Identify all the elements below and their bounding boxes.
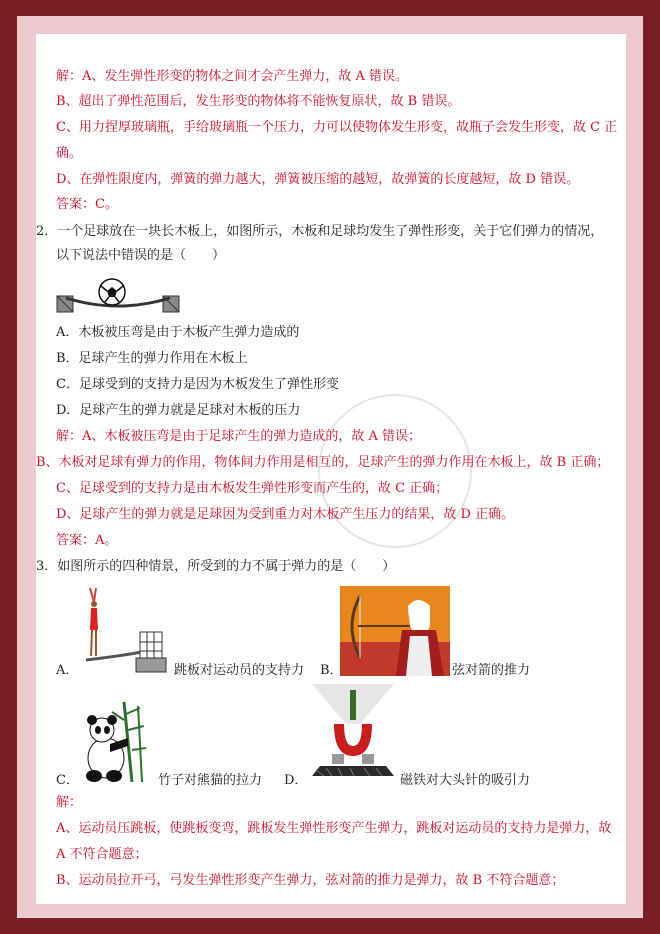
q3-option-c-letter: C．	[56, 773, 79, 788]
q2-stem: 2．一个足球放在一块长木板上，如图所示，木板和足球均发生了弹性形变，关于它们弹力的情况，	[36, 224, 604, 239]
q1-explanation-c-cont: 确。	[56, 146, 83, 161]
q3-option-a-caption: 跳板对运动员的支持力	[174, 663, 305, 678]
q2-explanation-c: C、足球受到的支持力是由木板发生弹性形变而产生的，故 C 正确；	[56, 481, 449, 496]
q3-stem: 3．如图所示的四种情景，所受到的力不属于弹力的是（ ）	[36, 559, 396, 574]
q3-option-c-caption: 竹子对熊猫的拉力	[158, 773, 263, 788]
q2-option-d: D．足球产生的弹力就是足球对木板的压力	[56, 403, 301, 418]
q2-answer: 答案：A。	[56, 533, 118, 548]
q2-stem-cont: 以下说法中错误的是（ ）	[56, 248, 226, 263]
q3-explanation-a: A、运动员压跳板，使跳板变弯，跳板发生弹性形变产生弹力，跳板对运动员的支持力是弹力，故	[56, 821, 612, 836]
springboard-diver-figure	[80, 586, 170, 674]
q3-option-a-letter: A．	[56, 663, 79, 678]
q2-option-b: B．足球产生的弹力作用在木板上	[56, 351, 248, 366]
archer-figure	[340, 586, 450, 676]
q2-option-a: A．木板被压弯是由于木板产生弹力造成的	[56, 325, 300, 340]
q1-answer: 答案：C。	[56, 197, 118, 212]
q3-option-b-letter: B．	[320, 663, 343, 678]
q3-option-b-caption: 弦对箭的推力	[452, 663, 531, 678]
q3-explanation-b: B、运动员拉开弓，弓发生弹性形变产生弹力，弦对箭的推力是弹力，故 B 不符合题意；	[56, 873, 565, 888]
q1-explanation-b: B、超出了弹性范围后，发生形变的物体将不能恢复原状，故 B 错误。	[56, 94, 461, 109]
q1-explanation-a: 解：A、发生弹性形变的物体之间才会产生弹力，故 A 错误。	[56, 69, 409, 84]
panda-bamboo-figure	[80, 700, 156, 784]
q1-explanation-d: D、在弹性限度内，弹簧的弹力越大，弹簧被压缩的越短，故弹簧的长度越短，故 D 错误。	[56, 172, 580, 187]
q3-option-d-letter: D．	[284, 773, 308, 788]
q2-explanation-d: D、足球产生的弹力就是足球因为受到重力对木板产生压力的结果，故 D 正确。	[56, 507, 515, 522]
document-page	[36, 34, 626, 904]
q2-explanation-b: B、木板对足球有弹力的作用，物体间力作用是相互的，足球产生的弹力作用在木板上，故 B 正确；	[36, 455, 610, 470]
q2-option-c: C．足球受到的支持力是因为木板发生了弹性形变	[56, 377, 339, 392]
q3-explanation-a-cont: A 不符合题意；	[56, 847, 148, 862]
football-on-board-figure	[56, 278, 180, 314]
q1-explanation-c: C、用力捏厚玻璃瓶，手给玻璃瓶一个压力，力可以使物体发生形变，故瓶子会发生形变，故 C 正	[56, 120, 618, 135]
q2-explanation-a: 解：A、木板被压弯是由于足球产生的弹力造成的，故 A 错误；	[56, 429, 422, 444]
q3-option-d-caption: 磁铁对大头针的吸引力	[400, 773, 531, 788]
magnet-pins-figure	[306, 684, 400, 784]
q3-explanation-label: 解：	[56, 795, 83, 810]
